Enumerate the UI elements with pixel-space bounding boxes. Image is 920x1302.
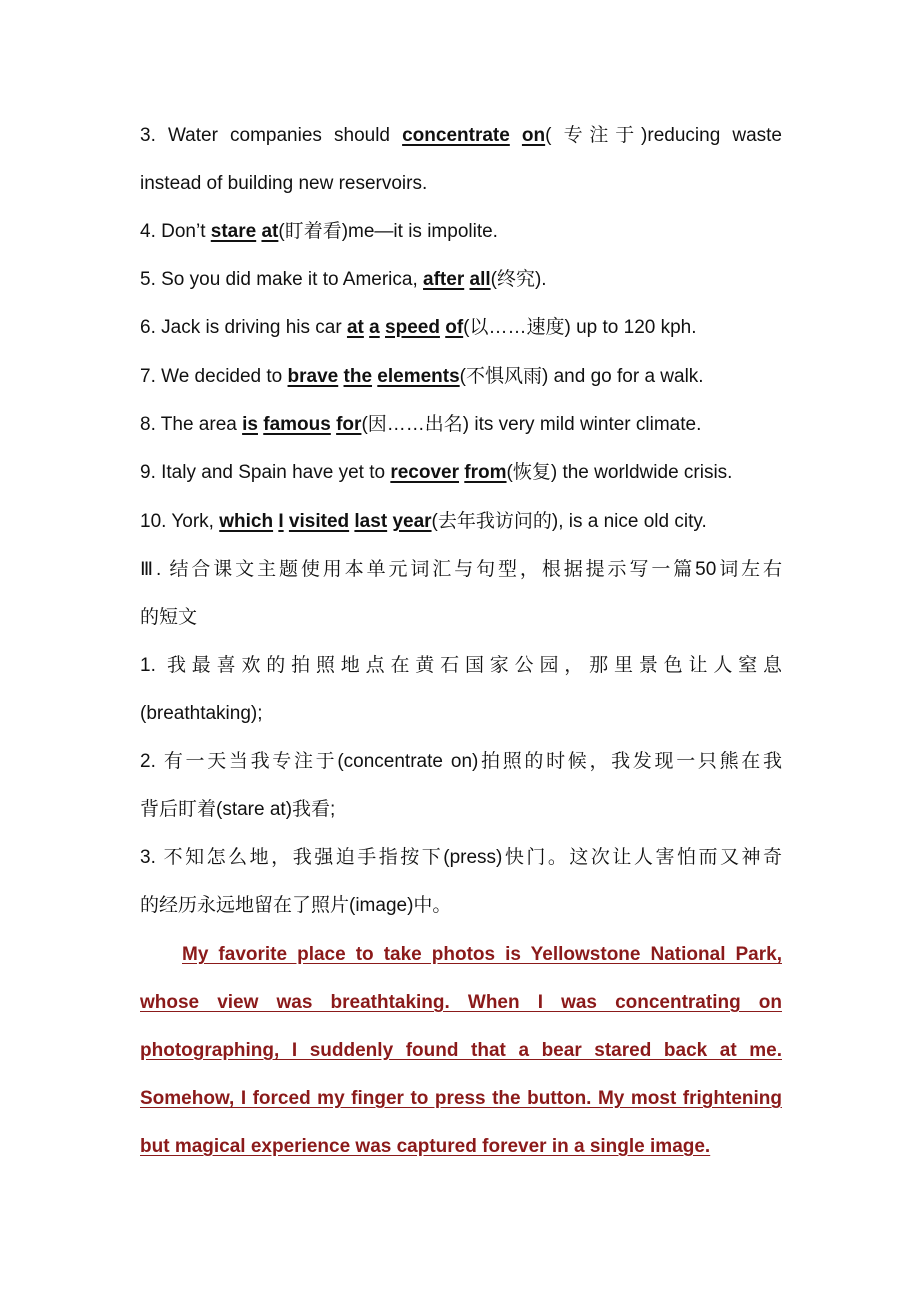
- exercise-item-3: [140, 121, 782, 151]
- answer-word: stare: [210, 221, 257, 242]
- answer-word: from: [464, 462, 507, 483]
- answer-word: year: [392, 511, 432, 532]
- exercise-item-3-cont: [140, 169, 782, 199]
- answer-word: at: [261, 221, 279, 242]
- answer-word: is: [242, 414, 258, 435]
- sentence-text: (恢复) the worldwide crisis.: [506, 462, 733, 483]
- essay-line-5: but magical experience was captured forever in a single image.: [140, 1136, 711, 1157]
- answer-word: speed: [385, 317, 440, 338]
- sentence-text: (盯着看)me—it is impolite.: [278, 221, 498, 242]
- sentence-text: ( 专注于)reducing waste: [545, 125, 782, 146]
- exercise-item-8: [140, 410, 782, 440]
- hint-2: 2. 有一天当我专注于(concentrate on)拍照的时候，我发现一只熊在我: [140, 751, 782, 772]
- answer-word: elements: [377, 366, 460, 387]
- answer-word: for: [336, 414, 362, 435]
- answer-word: a: [369, 317, 380, 338]
- essay-line-2: whose view was breathtaking. When I was concentrating on: [140, 992, 782, 1013]
- sentence-text: instead of building new reservoirs.: [140, 173, 428, 194]
- essay-line-4: Somehow, I forced my finger to press the button. My most frightening: [140, 1088, 782, 1109]
- hint-2-cont: 背后盯着(stare at)我看;: [140, 799, 336, 820]
- sentence-text: 7. We decided to: [140, 366, 288, 387]
- exercise-item-6: [140, 313, 782, 343]
- sentence-text: [510, 125, 522, 146]
- sentence-text: 4. Don’t: [140, 221, 211, 242]
- answer-word: famous: [263, 414, 331, 435]
- sentence-text: 6. Jack is driving his car: [140, 317, 347, 338]
- answer-word: of: [445, 317, 464, 338]
- hint-1: 1. 我最喜欢的拍照地点在黄石国家公园，那里景色让人窒息: [140, 655, 782, 676]
- answer-word: last: [354, 511, 388, 532]
- exercise-item-4: [140, 217, 782, 247]
- sentence-text: 10. York,: [140, 511, 220, 532]
- section-3-title-cont: 的短文: [140, 607, 198, 628]
- essay-line-3: photographing, I suddenly found that a bear stared back at me.: [140, 1040, 782, 1061]
- hint-3: 3. 不知怎么地，我强迫手指按下(press)快门。这次让人害怕而又神奇: [140, 847, 782, 868]
- answer-word: at: [346, 317, 364, 338]
- sentence-text: 3. Water companies should: [140, 125, 403, 146]
- sentence-text: (终究).: [490, 269, 547, 290]
- answer-word: visited: [288, 511, 350, 532]
- sentence-text: (以……速度) up to 120 kph.: [463, 317, 697, 338]
- sentence-text: (去年我访问的), is a nice old city.: [431, 511, 707, 532]
- exercise-item-9: [140, 458, 782, 488]
- sentence-text: 9. Italy and Spain have yet to: [140, 462, 391, 483]
- sentence-text: (不惧风雨) and go for a walk.: [459, 366, 704, 387]
- answer-word: after: [423, 269, 465, 290]
- exercise-item-5: [140, 265, 782, 295]
- answer-word: on: [521, 125, 546, 146]
- sentence-text: 8. The area: [140, 414, 243, 435]
- answer-word: concentrate: [402, 125, 510, 146]
- answer-word: I: [278, 511, 284, 532]
- answer-word: the: [343, 366, 373, 387]
- answer-word: recover: [390, 462, 460, 483]
- sentence-text: (因……出名) its very mild winter climate.: [361, 414, 702, 435]
- exercise-item-10: [140, 507, 782, 537]
- answer-word: all: [469, 269, 491, 290]
- answer-word: which: [219, 511, 274, 532]
- sentence-text: 5. So you did make it to America,: [140, 269, 424, 290]
- section-3-title: Ⅲ. 结合课文主题使用本单元词汇与句型，根据提示写一篇50词左右: [140, 559, 782, 580]
- answer-word: brave: [287, 366, 339, 387]
- hint-1-cont: (breathtaking);: [140, 703, 263, 724]
- hint-3-cont: 的经历永远地留在了照片(image)中。: [140, 895, 452, 916]
- exercise-item-7: [140, 362, 782, 392]
- essay-line-1: My favorite place to take photos is Yellowstone National Park,: [182, 944, 782, 965]
